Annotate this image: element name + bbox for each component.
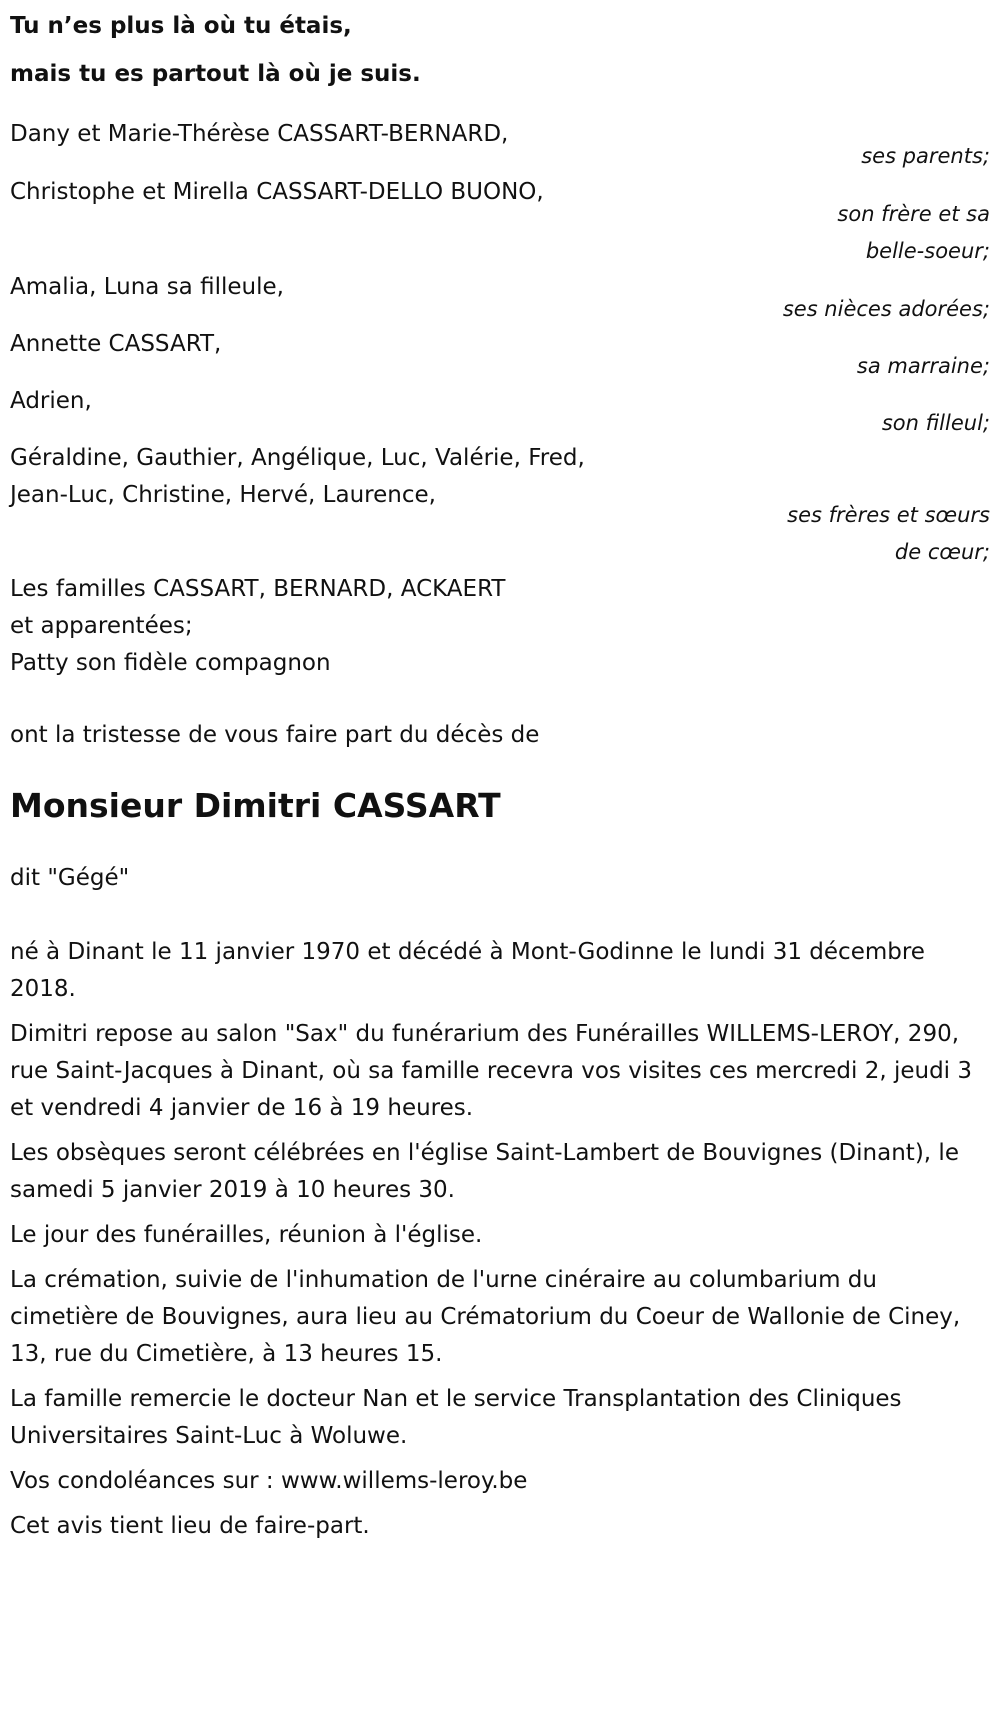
family-names: Dany et Marie-Thérèse CASSART-BERNARD, [10, 121, 509, 147]
family-entry-godmother [10, 326, 990, 383]
family-entry-nieces [10, 269, 990, 326]
family-entry-parents [10, 116, 990, 174]
family-relation: son filleul; [881, 411, 990, 435]
obituary-notice [10, 0, 990, 1553]
family-names-line: Géraldine, Gauthier, Angélique, Luc, Valérie, Fred, [10, 445, 585, 471]
cremation-paragraph: La crémation, suivie de l'inhumation de l'urne cinéraire au columbarium du cimetière de Bouvignes, aura lieu au Crématorium du Coeur de Wallonie de Ciney, 13, rue du Cimetière, à 13 heures 15. [10, 1267, 961, 1367]
opening-quote [10, 2, 990, 98]
family-names: Christophe et Mirella CASSART-DELLO BUONO, [10, 179, 544, 205]
families-line: Les familles CASSART, BERNARD, ACKAERT [10, 576, 506, 602]
condolences-paragraph: Vos condoléances sur : www.willems-leroy.be [10, 1468, 528, 1494]
meeting-paragraph: Le jour des funérailles, réunion à l'église. [10, 1222, 483, 1248]
thanks-paragraph: La famille remercie le docteur Nan et le service Transplantation des Cliniques Universitaires Saint-Luc à Woluwe. [10, 1386, 902, 1449]
family-entry-heart-siblings [10, 440, 990, 571]
family-names-line: Jean-Luc, Christine, Hervé, Laurence, [10, 482, 436, 508]
family-relation-line: son frère et sa [837, 202, 990, 226]
families-line: et apparentées; [10, 613, 193, 639]
family-names: Adrien, [10, 388, 92, 414]
birth-death-paragraph: né à Dinant le 11 janvier 1970 et décédé à Mont-Godinne le lundi 31 décembre 2018. [10, 939, 925, 1002]
quote-line-1: Tu n’es plus là où tu étais, [10, 13, 352, 39]
family-relation: sa marraine; [856, 354, 990, 378]
families-line: Patty son fidèle compagnon [10, 650, 331, 676]
deceased-nickname: dit "Gégé" [10, 865, 130, 891]
family-relation: ses nièces adorées; [782, 297, 990, 321]
family-entry-brother [10, 174, 990, 269]
announcement-text: ont la tristesse de vous faire part du décès de [10, 722, 540, 748]
family-names: Annette CASSART, [10, 331, 222, 357]
family-relation-line: belle-soeur; [865, 239, 990, 263]
family-names [10, 440, 710, 514]
family-entry-godson [10, 383, 990, 440]
family-relation [690, 497, 990, 571]
family-relation [690, 196, 990, 270]
deceased-name: Monsieur Dimitri CASSART [10, 786, 501, 825]
family-relation: ses parents; [861, 144, 990, 168]
funeral-paragraph: Les obsèques seront célébrées en l'église Saint-Lambert de Bouvignes (Dinant), le samedi 5 janvier 2019 à 10 heures 30. [10, 1140, 959, 1203]
family-relation-line: de cœur; [894, 540, 990, 564]
extended-families [10, 571, 990, 682]
family-relation-line: ses frères et sœurs [787, 503, 990, 527]
family-names: Amalia, Luna sa filleule, [10, 274, 284, 300]
visitation-paragraph: Dimitri repose au salon "Sax" du funérarium des Funérailles WILLEMS-LEROY, 290, rue Saint-Jacques à Dinant, où sa famille recevra vos visites ces mercredi 2, jeudi 3 et vendredi 4 janvier de 16 à 19 heures. [10, 1021, 973, 1121]
quote-line-2: mais tu es partout là où je suis. [10, 61, 421, 87]
notice-paragraph: Cet avis tient lieu de faire-part. [10, 1513, 370, 1539]
